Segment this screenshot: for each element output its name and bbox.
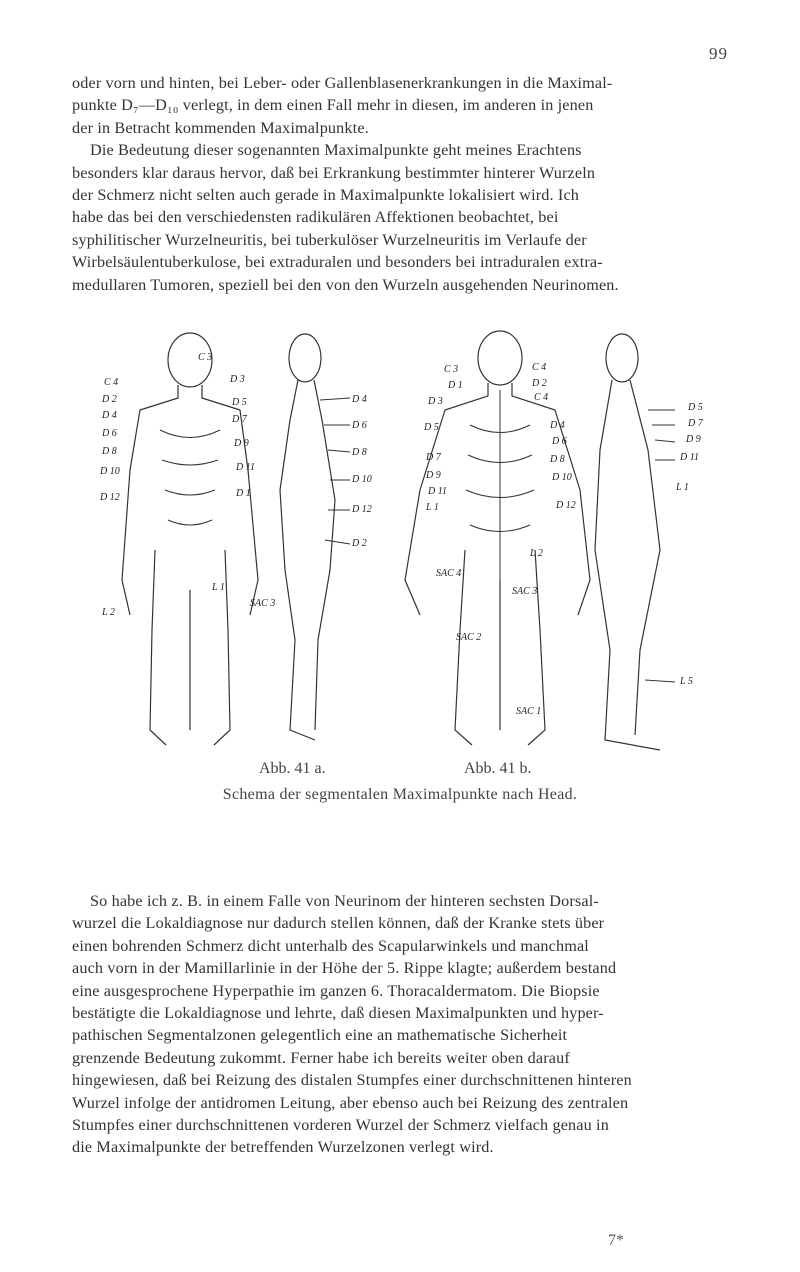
label-41b: C 3	[444, 364, 459, 375]
figure-41b-side	[595, 334, 675, 750]
text-line: der Schmerz nicht selten auch gerade in Maximalpunkte lokalisiert wird. Ich	[72, 186, 580, 205]
label-41b: D 1	[448, 380, 463, 391]
text-line: pathischen Segmentalzonen gelegentlich eine an mathematische Sicherheit	[72, 1026, 568, 1045]
label-41b: D 5	[424, 422, 439, 433]
label-41a: D 2	[352, 538, 367, 549]
paragraph-2	[72, 139, 718, 296]
label-41b: D 3	[428, 396, 443, 407]
segmental-maximal-points-illustration	[100, 330, 720, 755]
text-line: wurzel die Lokaldiagnose nur dadurch stellen können, daß der Kranke stets über	[72, 914, 605, 933]
text-line: der in Betracht kommenden Maximalpunkte.	[72, 118, 369, 137]
label-41b: D 10	[552, 472, 572, 483]
text-line: Wirbelsäulentuberkulose, bei extraduralen und besonders bei intraduralen extra-	[72, 253, 603, 272]
label-41b: D 11	[428, 486, 447, 497]
paragraph-1	[72, 72, 718, 139]
label-41b: L 1	[426, 502, 439, 513]
label-41b: D 6	[552, 436, 567, 447]
label-41a: L 2	[102, 607, 115, 618]
text-block-top	[72, 72, 718, 296]
label-41b: D 7	[426, 452, 441, 463]
figure-41a-front	[122, 333, 258, 745]
figure-caption: Schema der segmentalen Maximalpunkte nach Head.	[222, 786, 578, 803]
figure-caption-b: Abb. 41 b.	[464, 760, 532, 777]
label-41b: D 9	[426, 470, 441, 481]
label-41b: D 12	[556, 500, 576, 511]
text-line: punkte D₇—D₁₀ verlegt, in dem einen Fall mehr in diesen, im anderen in jenen	[72, 96, 594, 115]
label-41a: D 4	[102, 410, 117, 421]
label-41b: D 9	[686, 434, 701, 445]
label-41b: D 2	[532, 378, 547, 389]
label-41b: D 4	[550, 420, 565, 431]
label-41a: D 9	[234, 438, 249, 449]
label-41b: L 2	[530, 548, 543, 559]
label-41b: D 7	[688, 418, 703, 429]
label-41b: SAC 1	[516, 706, 542, 717]
label-41a: D 5	[232, 397, 247, 408]
label-41a: SAC 3	[250, 598, 276, 609]
label-41a: D 6	[102, 428, 117, 439]
figure-caption-a: Abb. 41 a.	[259, 760, 326, 777]
label-41b: D 11	[680, 452, 699, 463]
label-41a: D 12	[352, 504, 372, 515]
text-line: bestätigte die Lokaldiagnose und lehrte, daß diesen Maximalpunkten und hyper-	[72, 1004, 604, 1023]
label-41a: L 1	[212, 582, 225, 593]
text-line: So habe ich z. B. in einem Falle von Neurinom der hinteren sechsten Dorsal-	[90, 892, 599, 910]
label-41b: L 1	[676, 482, 689, 493]
label-41b: SAC 2	[456, 632, 482, 643]
text-line: einen bohrenden Schmerz dicht unterhalb des Scapularwinkels und manchmal	[72, 936, 589, 955]
label-41a: D 10	[352, 474, 372, 485]
signature-mark: 7*	[608, 1232, 624, 1249]
label-41a: D 10	[100, 466, 120, 477]
paragraph-3	[72, 890, 718, 1159]
text-line: besonders klar daraus hervor, daß bei Erkrankung bestimmter hinterer Wurzeln	[72, 163, 596, 182]
figure-41a-side	[280, 334, 350, 740]
text-line: medullaren Tumoren, speziell bei den von den Wurzeln ausgehenden Neurinomen.	[72, 275, 619, 294]
label-41a: D 8	[352, 447, 367, 458]
label-41a: D 6	[352, 420, 367, 431]
page-number: 99	[709, 44, 728, 63]
label-41a: C 4	[104, 377, 119, 388]
label-41a: D 7	[232, 414, 247, 425]
text-line: grenzende Bedeutung zukommt. Ferner habe ich bereits weiter oben darauf	[72, 1048, 570, 1067]
text-line: Stumpfes einer durchschnittenen vorderen Wurzel der Schmerz vielfach genau in	[72, 1116, 609, 1135]
label-41a: D 11	[236, 462, 255, 473]
label-41b: SAC 4	[436, 568, 462, 579]
label-41b: C 4	[532, 362, 547, 373]
figure-41b-back	[405, 331, 590, 745]
anatomical-figure	[100, 330, 720, 755]
text-line: Wurzel infolge der antidromen Leitung, aber ebenso auch bei Reizung des zentralen	[72, 1093, 629, 1112]
text-line: hingewiesen, daß bei Reizung des distalen Stumpfes einer durchschnittenen hinteren	[72, 1071, 632, 1090]
text-line: syphilitischer Wurzelneuritis, bei tuberkulöser Wurzelneuritis im Verlaufe der	[72, 230, 587, 249]
label-41a: D 2	[102, 394, 117, 405]
label-41b: C 4	[534, 392, 549, 403]
label-41b: D 5	[688, 402, 703, 413]
label-41b: D 8	[550, 454, 565, 465]
label-41a: D 3	[230, 374, 245, 385]
text-line: die Maximalpunkte der betreffenden Wurzelzonen verlegt wird.	[72, 1138, 494, 1157]
text-line: eine ausgesprochene Hyperpathie im ganzen 6. Thoracaldermatom. Die Biopsie	[72, 981, 600, 1000]
text-block-bottom	[72, 890, 718, 1159]
label-41a: D 8	[102, 446, 117, 457]
text-line: Die Bedeutung dieser sogenannten Maximalpunkte geht meines Erachtens	[90, 141, 582, 160]
text-line: auch vorn in der Mamillarlinie in der Höhe der 5. Rippe klagte; außerdem bestand	[72, 959, 617, 978]
label-41b: L 5	[680, 676, 693, 687]
label-41a: D 4	[352, 394, 367, 405]
label-41a: C 3	[198, 352, 213, 363]
text-line: oder vorn und hinten, bei Leber- oder Gallenblasenerkrankungen in die Maximal-	[72, 74, 613, 92]
label-41b: SAC 3	[512, 586, 538, 597]
label-41a: D 12	[100, 492, 120, 503]
label-41a: D 1	[236, 488, 251, 499]
text-line: habe das bei den verschiedensten radikulären Affektionen beobachtet, bei	[72, 208, 559, 227]
